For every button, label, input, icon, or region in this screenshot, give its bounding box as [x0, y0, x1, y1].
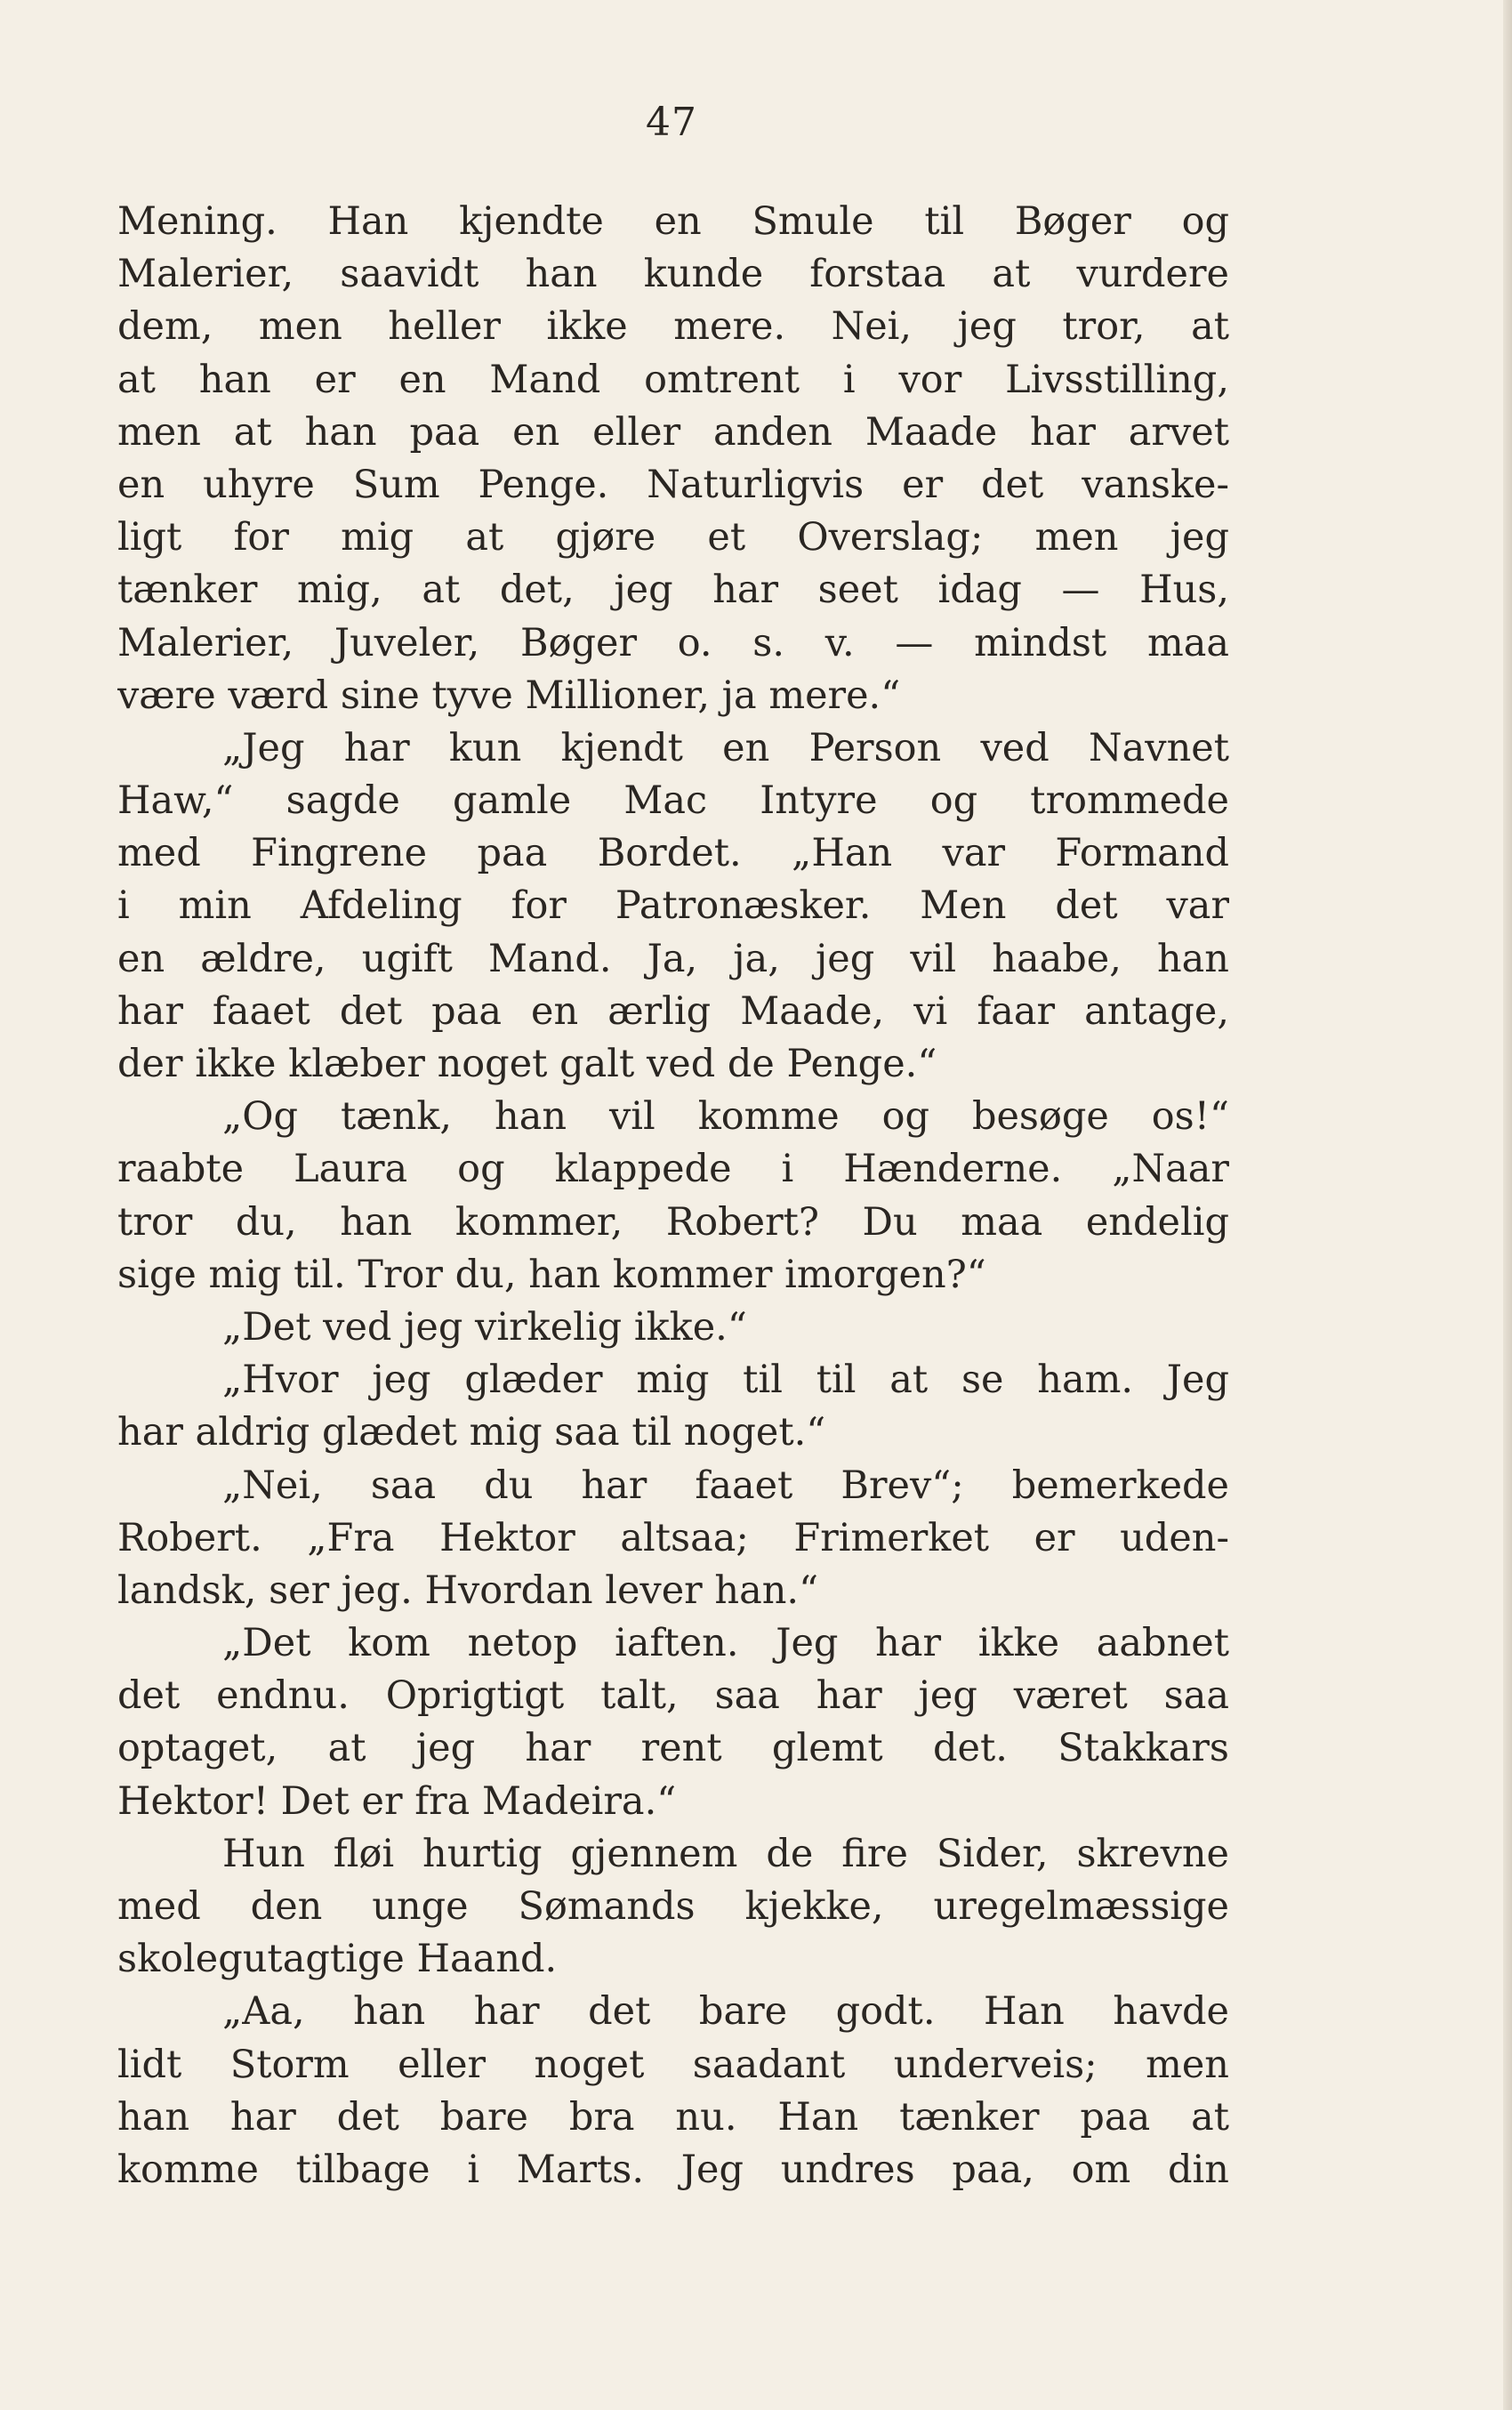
text-line: Hektor! Det er fra Madeira.“	[117, 1778, 677, 1824]
text-line: han har det bare bra nu. Han tænker paa at	[117, 2094, 1229, 2140]
text-line: dem, men heller ikke mere. Nei, jeg tror, at	[117, 304, 1229, 350]
text-line: der ikke klæber noget galt ved de Penge.“	[117, 1042, 937, 1086]
text-line: Hun fløi hurtig gjennem de fire Sider, skrevne	[222, 1831, 1229, 1876]
text-line: med Fingrene paa Bordet. „Han var Formand	[117, 831, 1229, 876]
text-line: har faaet det paa en ærlig Maade, vi faar antage,	[117, 988, 1229, 1034]
text-line: skolegutagtige Haand.	[117, 1937, 558, 1982]
text-line: Mening. Han kjendte en Smule til Bøger og	[117, 199, 1229, 244]
text-line: sige mig til. Tror du, han kommer imorgen?“	[117, 1252, 986, 1297]
text-line: optaget, at jeg har rent glemt det. Stakkars	[117, 1726, 1229, 1771]
text-line: en ældre, ugift Mand. Ja, ja, jeg vil haabe, han	[117, 936, 1229, 981]
text-line: men at han paa en eller anden Maade har arvet	[117, 409, 1229, 455]
text-line: „Det kom netop iaften. Jeg har ikke aabnet	[222, 1621, 1229, 1666]
text-line: komme tilbage i Marts. Jeg undres paa, om din	[117, 2147, 1229, 2192]
text-line: være værd sine tyve Millioner, ja mere.“	[117, 673, 901, 718]
text-line: tror du, han kommer, Robert? Du maa endelig	[117, 1199, 1229, 1245]
text-line: har aldrig glædet mig saa til noget.“	[117, 1410, 826, 1455]
body-text	[117, 196, 1229, 2196]
text-line: tænker mig, at det, jeg har seet idag — Hus,	[117, 568, 1229, 613]
text-line: Robert. „Fra Hektor altsaa; Frimerket er uden-	[117, 1515, 1229, 1560]
text-line: landsk, ser jeg. Hvordan lever han.“	[117, 1568, 819, 1613]
page-number: 47	[646, 100, 697, 145]
text-line: det endnu. Oprigtigt talt, saa har jeg været saa	[117, 1673, 1229, 1719]
text-line: ligt for mig at gjøre et Overslag; men jeg	[117, 515, 1229, 560]
text-line: „Aa, han har det bare godt. Han havde	[222, 1989, 1229, 2035]
text-line: at han er en Mand omtrent i vor Livsstilling,	[117, 357, 1229, 402]
text-line: med den unge Sømands kjekke, uregelmæssige	[117, 1884, 1229, 1929]
text-line: „Det ved jeg virkelig ikke.“	[222, 1304, 747, 1350]
text-line: Haw,“ sagde gamle Mac Intyre og trommede	[117, 778, 1229, 824]
page-edge	[1503, 0, 1512, 2410]
text-line: „Og tænk, han vil komme og besøge os!“	[222, 1094, 1229, 1140]
text-line: „Nei, saa du har faaet Brev“; bemerkede	[222, 1463, 1229, 1508]
text-line: i min Afdeling for Patronæsker. Men det var	[117, 883, 1229, 929]
text-line: lidt Storm eller noget saadant underveis; men	[117, 2042, 1229, 2087]
text-line: „Hvor jeg glæder mig til til at se ham. Jeg	[222, 1358, 1229, 1403]
text-line: Malerier, Juveler, Bøger o. s. v. — mindst maa	[117, 620, 1229, 665]
text-line: Malerier, saavidt han kunde forstaa at vurdere	[117, 252, 1229, 297]
text-line: „Jeg har kun kjendt en Person ved Navnet	[222, 725, 1229, 770]
text-line: raabte Laura og klappede i Hænderne. „Naar	[117, 1147, 1229, 1192]
text-line: en uhyre Sum Penge. Naturligvis er det vanske-	[117, 462, 1229, 507]
